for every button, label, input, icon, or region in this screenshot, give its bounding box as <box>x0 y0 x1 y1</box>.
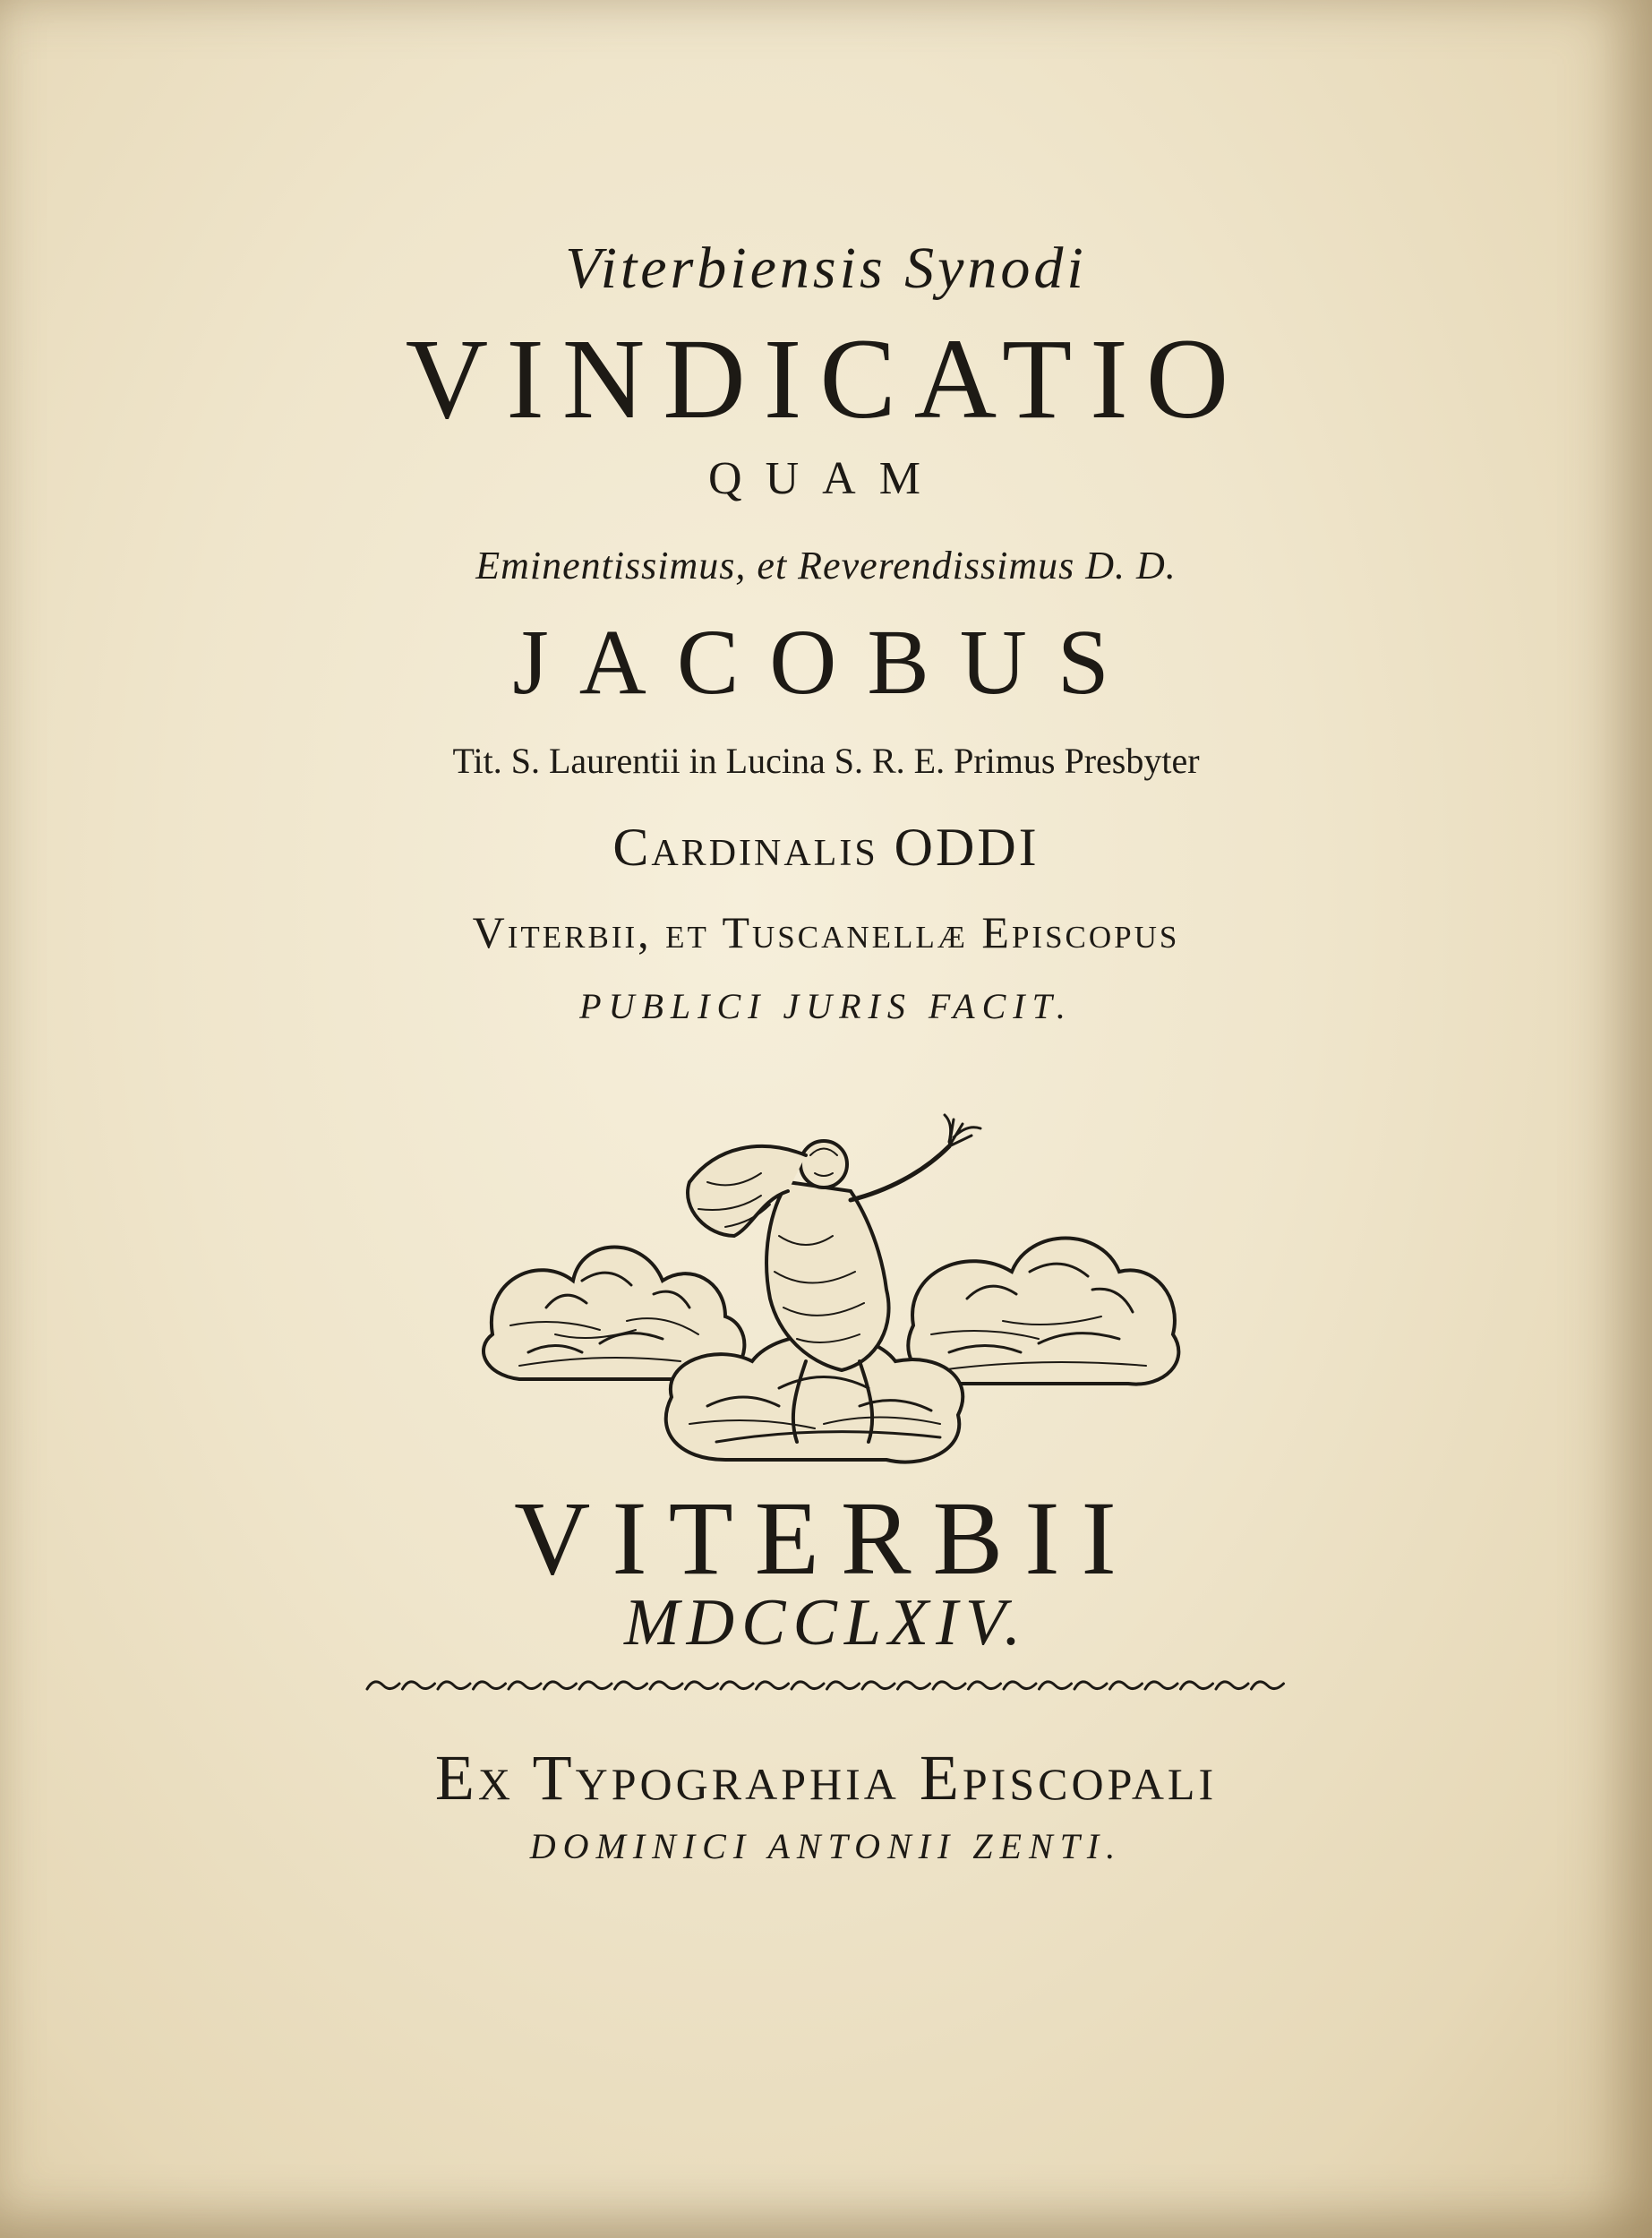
ornament-scroll <box>650 1682 682 1689</box>
ornament-scroll <box>1145 1682 1177 1689</box>
ornament-scroll <box>367 1682 399 1689</box>
ornament-scroll <box>1216 1682 1248 1689</box>
woodcut-vignette-icon <box>466 1102 1191 1478</box>
title-line-quam: QUAM <box>708 453 944 504</box>
ornament-scroll <box>1181 1682 1213 1689</box>
ornament-scroll <box>969 1682 1001 1689</box>
publishes-line: PUBLICI JURIS FACIT. <box>579 986 1073 1026</box>
imprint-printer-name: DOMINICI ANTONII ZENTI. <box>529 1826 1123 1866</box>
ornament-scroll <box>1252 1682 1284 1689</box>
ornament-scroll <box>933 1682 965 1689</box>
ornament-scroll <box>438 1682 470 1689</box>
ornament-scroll <box>792 1682 824 1689</box>
ornament-rule-icon <box>358 1673 1289 1700</box>
ornament-scroll <box>862 1682 894 1689</box>
ornament-scroll <box>615 1682 647 1689</box>
imprint-printer: Ex Typographia Episcopali <box>434 1742 1218 1814</box>
cardinal-word: Cardinalis <box>612 818 878 877</box>
ornament-scroll <box>1040 1682 1072 1689</box>
ornament-scroll <box>686 1682 718 1689</box>
bishopric-line: Viterbii, et Tuscanellæ Episcopus <box>472 907 1180 957</box>
author-forename: JACOBUS <box>512 611 1140 714</box>
imprint-city: VITERBII <box>514 1479 1138 1597</box>
ornament-scroll <box>898 1682 930 1689</box>
honorific-line: Eminentissimus, et Reverendissimus D. D. <box>475 544 1177 587</box>
ornament-scroll <box>1004 1682 1036 1689</box>
ornament-scroll <box>1110 1682 1143 1689</box>
title-line-1: Viterbiensis Synodi <box>565 236 1087 301</box>
author-title-line: Tit. S. Laurentii in Lucina S. R. E. Primus Presbyter <box>452 741 1200 781</box>
imprint-year: MDCCLXIV. <box>624 1586 1028 1659</box>
ornament-scroll <box>757 1682 789 1689</box>
title-main-word: VINDICATIO <box>405 315 1247 442</box>
ornament-scroll <box>544 1682 577 1689</box>
ornament-scroll <box>579 1682 612 1689</box>
ornament-scroll <box>474 1682 506 1689</box>
ornament-scroll <box>403 1682 435 1689</box>
author-cardinal-line <box>0 817 1652 879</box>
author-surname: ODDI <box>894 818 1040 877</box>
ornament-scroll <box>827 1682 860 1689</box>
ornament-scroll <box>1074 1682 1107 1689</box>
ornament-scroll <box>721 1682 753 1689</box>
ornament-scroll <box>509 1682 541 1689</box>
